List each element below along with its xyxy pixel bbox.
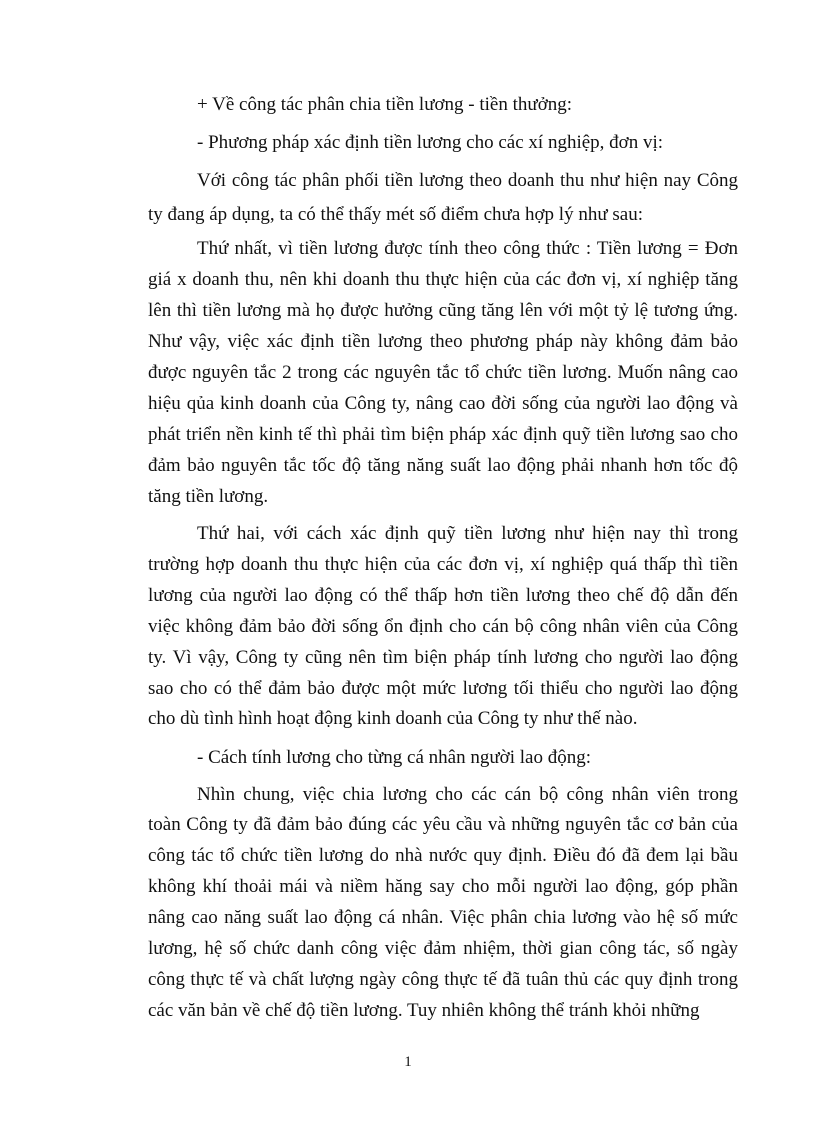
paragraph-line: không khí thoải mái và niềm hăng say cho mỗi người lao động, góp phần (148, 876, 738, 897)
subheading-line: - Phương pháp xác định tiền lương cho các xí nghiệp, đơn vị: (197, 132, 664, 153)
paragraph-line: được nguyên tắc 2 trong các nguyên tắc tổ chức tiền lương. Muốn nâng cao (148, 362, 738, 383)
paragraph-line: sao cho có thể đảm bảo được một mức lương tối thiểu cho người lao động (148, 678, 738, 699)
paragraph-line: các văn bản về chế độ tiền lương. Tuy nhiên không thể tránh khỏi những (148, 1000, 700, 1021)
paragraph-line: công tác tổ chức tiền lương do nhà nước quy định. Điều đó đã đem lại bầu (148, 845, 738, 866)
paragraph-line: phát triển nền kinh tế thì phải tìm biện pháp xác định quỹ tiền lương sao cho (148, 424, 738, 445)
paragraph-line: việc không đảm bảo đời sống ổn định cho cán bộ công nhân viên của Công (148, 616, 738, 637)
paragraph-line: công thực tế và chất lượng ngày công thực tế đã tuân thủ các quy định trong (148, 969, 738, 990)
paragraph-line: giá x doanh thu, nên khi doanh thu thực hiện của các đơn vị, xí nghiệp tăng (148, 269, 738, 290)
paragraph-line: trường hợp doanh thu thực hiện của các đơn vị, xí nghiệp quá thấp thì tiền (148, 554, 738, 575)
paragraph-line: ty đang áp dụng, ta có thể thấy mét số điểm chưa hợp lý như sau: (148, 204, 643, 225)
heading-line: + Về công tác phân chia tiền lương - tiền thưởng: (197, 94, 573, 115)
page-number: 1 (404, 1054, 412, 1070)
paragraph-line: tăng tiền lương. (148, 486, 269, 507)
paragraph-line: đảm bảo nguyên tắc tốc độ tăng năng suất lao động phải nhanh hơn tốc độ (148, 455, 738, 476)
paragraph-line: ty. Vì vậy, Công ty cũng nên tìm biện pháp tính lương cho người lao động (148, 647, 738, 668)
paragraph-line: Như vậy, việc xác định tiền lương theo phương pháp này không đảm bảo (148, 331, 738, 352)
paragraph-line: Với công tác phân phối tiền lương theo doanh thu như hiện nay Công (197, 170, 738, 191)
paragraph-line: hiệu qủa kinh doanh của Công ty, nâng cao đời sống của người lao động và (148, 393, 738, 414)
paragraph-line: toàn Công ty đã đảm bảo đúng các yêu cầu và những nguyên tắc cơ bản của (148, 814, 738, 835)
paragraph-line: lên thì tiền lương mà họ được hưởng cũng tăng lên với một tỷ lệ tương ứng. (148, 300, 738, 321)
paragraph-line: cho dù tình hình hoạt động kinh doanh của Công ty như thế nào. (148, 708, 638, 729)
subheading-line: - Cách tính lương cho từng cá nhân người lao động: (197, 747, 591, 768)
paragraph-line: Thứ hai, với cách xác định quỹ tiền lương như hiện nay thì trong (197, 523, 738, 544)
paragraph-line: lương của người lao động có thể thấp hơn tiền lương theo chế độ dẫn đến (148, 585, 738, 606)
paragraph-line: Nhìn chung, việc chia lương cho các cán bộ công nhân viên trong (197, 784, 738, 805)
paragraph-line: Thứ nhất, vì tiền lương được tính theo công thức : Tiền lương = Đơn (197, 238, 738, 259)
paragraph-line: lương, hệ số chức danh công việc đảm nhiệm, thời gian công tác, số ngày (148, 938, 738, 959)
paragraph-line: nâng cao năng suất lao động cá nhân. Việc phân chia lương vào hệ số mức (148, 907, 738, 928)
